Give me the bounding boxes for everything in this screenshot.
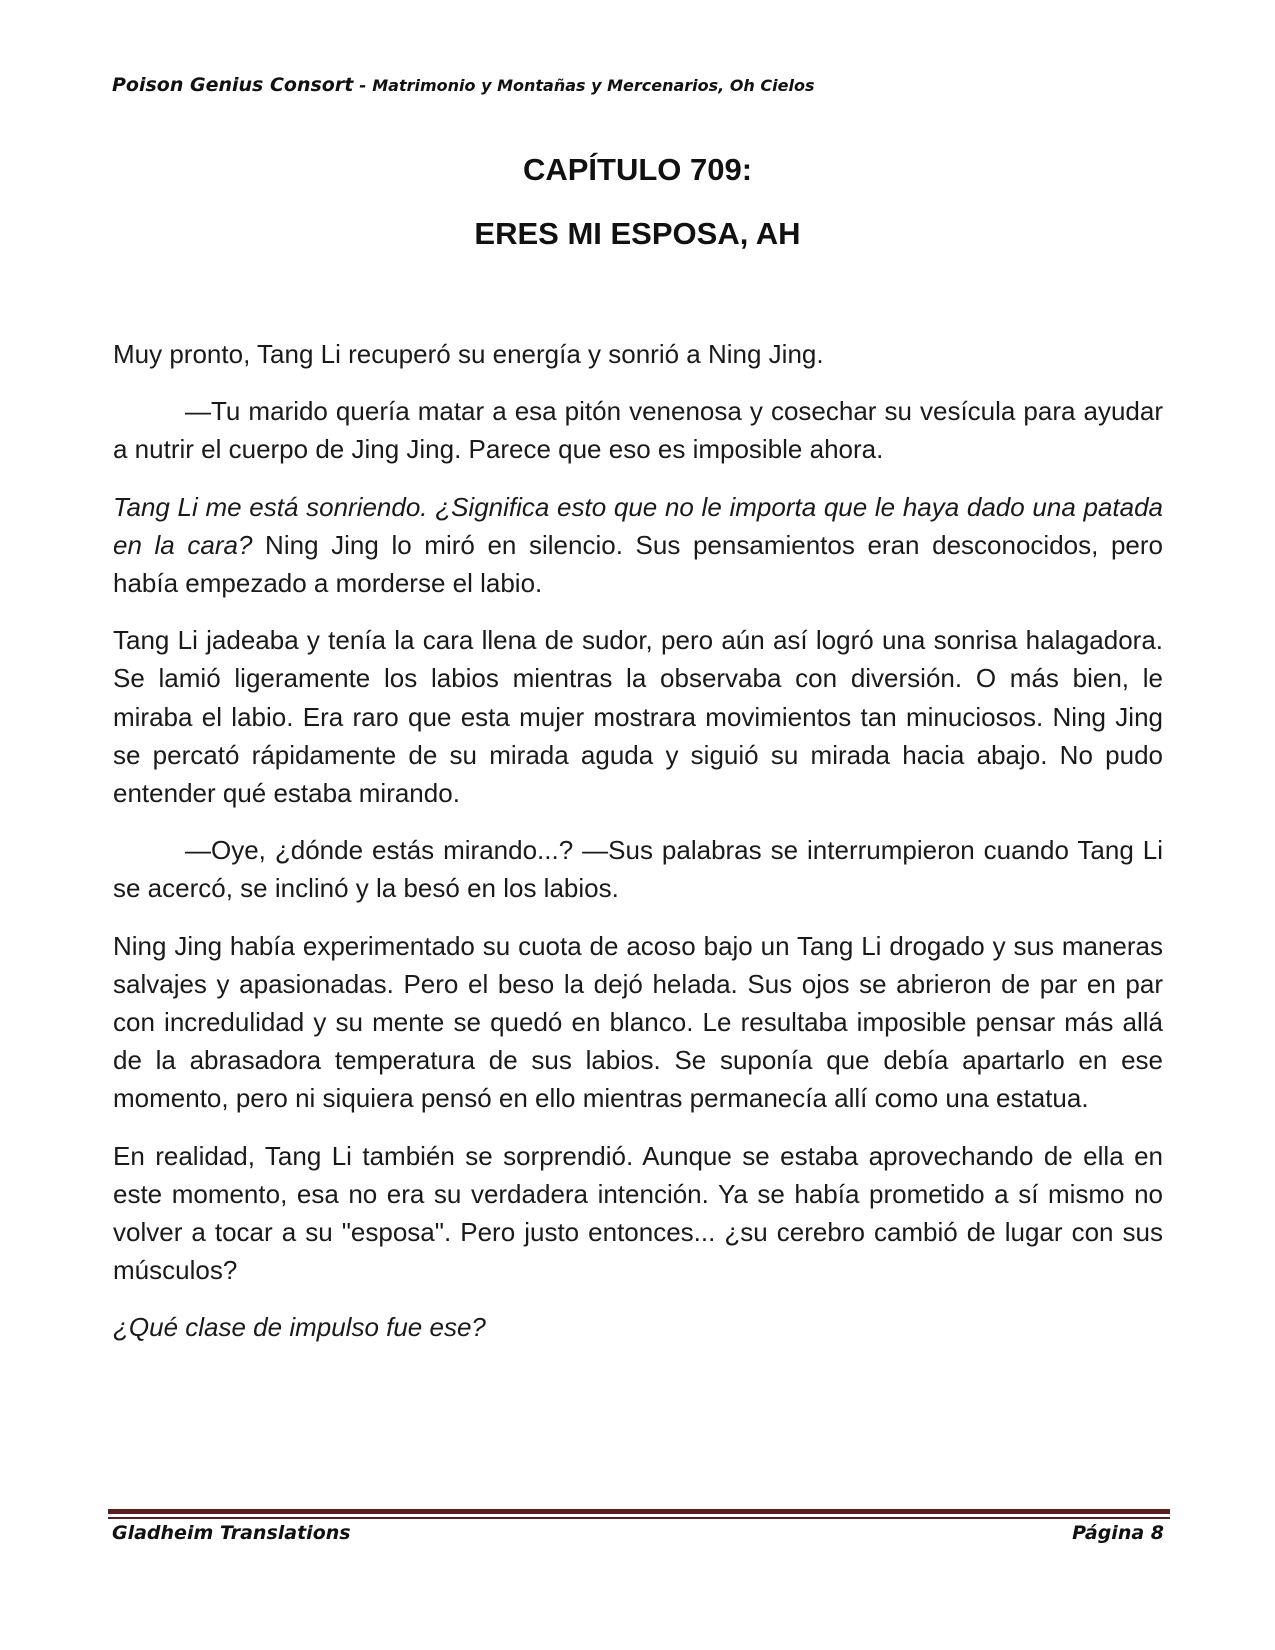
footer-rule-thin (108, 1517, 1170, 1519)
footer-rule-thick (108, 1509, 1170, 1514)
running-footer (112, 1522, 1164, 1544)
header-subtitle: Matrimonio y Montañas y Mercenarios, Oh Cielos (372, 76, 815, 95)
footer-translator: Gladheim Translations (112, 1522, 351, 1544)
paragraph-2: —Tu marido quería matar a esa pitón venenosa y cosechar su vesícula para ayudar a nutrir el cuerpo de Jing Jing. Parece que eso es imposible ahora. (113, 396, 1163, 465)
paragraph-4: Tang Li jadeaba y tenía la cara llena de sudor, pero aún así logró una sonrisa halagadora. Se lamió ligeramente los labios mientras la observaba con diversión. O más bien, le miraba el labio. Era raro que esta mujer mostrara movimientos tan minuciosos. Ning Jing se percató rápidamente de su mirada aguda y siguió su mirada hacia abajo. No pudo entender qué estaba mirando. (113, 625, 1163, 809)
paragraph-5: —Oye, ¿dónde estás mirando...? —Sus palabras se interrumpieron cuando Tang Li se acercó, se inclinó y la besó en los labios. (113, 835, 1163, 904)
chapter-title: ERES MI ESPOSA, AH (474, 216, 801, 251)
paragraph-3 (113, 488, 1163, 603)
paragraph-6: Ning Jing había experimentado su cuota de acoso bajo un Tang Li drogado y sus maneras salvajes y apasionadas. Pero el beso la dejó helada. Sus ojos se abrieron de par en par con incredulidad y su mente se quedó en blanco. Le resultaba imposible pensar más allá de la abrasadora temperatura de sus labios. Se suponía que debía apartarlo en ese momento, pero ni siquiera pensó en ello mientras permanecía allí como una estatua. (113, 930, 1163, 1114)
footer-page-number: Página 8 (1072, 1522, 1164, 1544)
paragraph-8 (113, 1308, 1163, 1346)
chapter-number: CAPÍTULO 709: (522, 152, 753, 187)
header-separator: - (353, 76, 373, 96)
paragraph-7: En realidad, Tang Li también se sorprendió. Aunque se estaba aprovechando de ella en este momento, esa no era su verdadera intención. Ya se había prometido a sí mismo no volver a tocar a su "esposa". Pero justo entonces... ¿su cerebro cambió de lugar con sus músculos? (113, 1140, 1163, 1286)
paragraph-3-thought: Tang Li me está sonriendo. ¿Significa esto que no le importa que le haya dado una patada en la cara? (113, 491, 1163, 560)
chapter-body (113, 335, 1163, 1366)
paragraph-3-narration: Ning Jing lo miró en silencio. Sus pensamientos eran desconocidos, pero había empezado a morderse el labio. (113, 529, 1163, 599)
header-series-title: Poison Genius Consort (112, 74, 354, 96)
paragraph-8-thought: ¿Qué clase de impulso fue ese? (113, 1312, 486, 1343)
running-header (112, 74, 1162, 96)
paragraph-1: Muy pronto, Tang Li recuperó su energía y sonrió a Ning Jing. (113, 339, 824, 369)
